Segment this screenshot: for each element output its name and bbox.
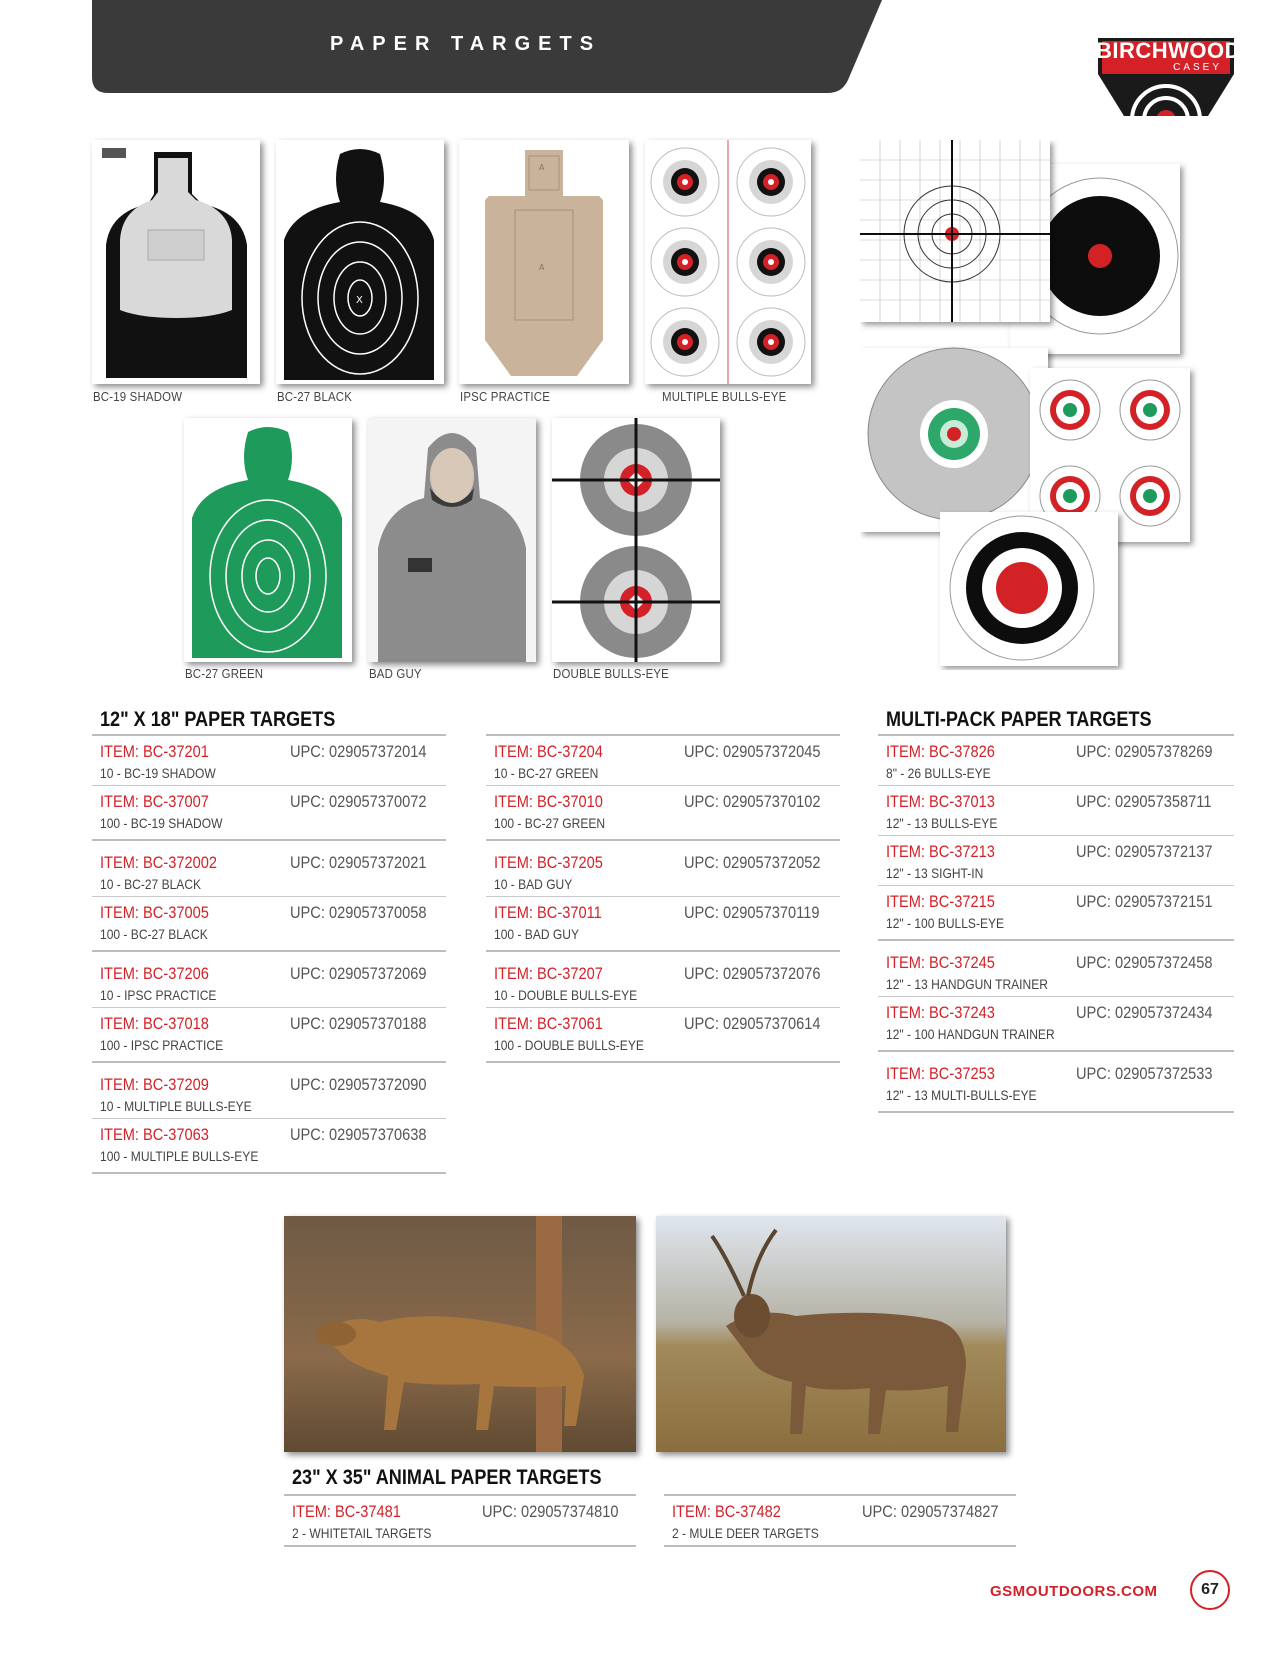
- item-number: ITEM: BC-37481: [292, 1502, 401, 1521]
- upc-code: UPC: 029057372052: [684, 853, 821, 872]
- item-number: ITEM: BC-37826: [886, 742, 995, 761]
- item-description: 100 - BAD GUY: [494, 926, 579, 942]
- table-row: [878, 836, 1234, 886]
- upc-code: UPC: 029057370188: [290, 1014, 427, 1033]
- item-description: 12" - 13 BULLS-EYE: [886, 815, 998, 831]
- double-bullseye-target-image: [552, 418, 720, 662]
- table-row: [878, 947, 1234, 997]
- upc-code: UPC: 029057372076: [684, 964, 821, 983]
- item-number: ITEM: BC-37005: [100, 903, 209, 922]
- upc-code: UPC: 029057370072: [290, 792, 427, 811]
- item-number: ITEM: BC-37206: [100, 964, 209, 983]
- item-number: ITEM: BC-37063: [100, 1125, 209, 1144]
- multi-pack-targets-collage: [860, 140, 1200, 670]
- upc-code: UPC: 029057372458: [1076, 953, 1213, 972]
- upc-code: UPC: 029057372069: [290, 964, 427, 983]
- svg-text:A: A: [539, 263, 545, 272]
- upc-code: UPC: 029057372151: [1076, 892, 1213, 911]
- table-row: [878, 734, 1234, 786]
- upc-code: UPC: 029057372014: [290, 742, 427, 761]
- caption-bad-guy: BAD GUY: [369, 666, 422, 681]
- item-number: ITEM: BC-37213: [886, 842, 995, 861]
- bc19-shadow-target-image: [92, 140, 260, 384]
- table-row: [878, 786, 1234, 836]
- item-number: ITEM: BC-37204: [494, 742, 603, 761]
- upc-code: UPC: 029057372090: [290, 1075, 427, 1094]
- item-number: ITEM: BC-37209: [100, 1075, 209, 1094]
- table-row: [92, 786, 446, 841]
- mule-deer-target-image: [656, 1216, 1006, 1452]
- ipsc-practice-target-image: [459, 140, 629, 384]
- list-multipack: [878, 734, 1234, 1113]
- item-description: 12" - 13 MULTI-BULLS-EYE: [886, 1087, 1037, 1103]
- item-number: ITEM: BC-37215: [886, 892, 995, 911]
- table-row: [486, 958, 840, 1008]
- svg-text:X: X: [356, 295, 363, 306]
- table-row: [92, 1069, 446, 1119]
- upc-code: UPC: 029057370638: [290, 1125, 427, 1144]
- caption-bc27-black: BC-27 BLACK: [277, 389, 353, 404]
- section-title-multipack: MULTI-PACK PAPER TARGETS: [886, 708, 1152, 731]
- list-animal-col1: [284, 1494, 636, 1547]
- item-number: ITEM: BC-37061: [494, 1014, 603, 1033]
- whitetail-target-image: [284, 1216, 636, 1452]
- item-description: 12" - 13 SIGHT-IN: [886, 865, 984, 881]
- table-row: [664, 1494, 1016, 1547]
- item-description: 100 - MULTIPLE BULLS-EYE: [100, 1148, 259, 1164]
- upc-code: UPC: 029057372045: [684, 742, 821, 761]
- table-row: [486, 897, 840, 952]
- table-row: [878, 1058, 1234, 1113]
- table-row: [92, 847, 446, 897]
- table-row: [878, 997, 1234, 1052]
- caption-bc27-green: BC-27 GREEN: [185, 666, 264, 681]
- item-number: ITEM: BC-37018: [100, 1014, 209, 1033]
- item-number: ITEM: BC-37011: [494, 903, 602, 922]
- table-row: [92, 958, 446, 1008]
- item-number: ITEM: BC-37007: [100, 792, 209, 811]
- upc-code: UPC: 029057372533: [1076, 1064, 1213, 1083]
- item-description: 12" - 100 BULLS-EYE: [886, 915, 1005, 931]
- svg-text:A: A: [539, 163, 545, 172]
- item-description: 12" - 100 HANDGUN TRAINER: [886, 1026, 1055, 1042]
- upc-code: UPC: 029057370614: [684, 1014, 821, 1033]
- logo-brand-name: BIRCHWOOD: [1096, 38, 1242, 63]
- item-number: ITEM: BC-37243: [886, 1003, 995, 1022]
- item-description: 2 - MULE DEER TARGETS: [672, 1525, 819, 1541]
- bc27-black-target-image: [276, 140, 444, 384]
- multiple-bullseye-target-image: [645, 140, 811, 384]
- item-description: 2 - WHITETAIL TARGETS: [292, 1525, 432, 1541]
- item-number: ITEM: BC-37245: [886, 953, 995, 972]
- item-description: 100 - IPSC PRACTICE: [100, 1037, 224, 1053]
- table-row: [92, 1008, 446, 1063]
- table-row: [284, 1494, 636, 1547]
- item-number: ITEM: BC-37205: [494, 853, 603, 872]
- page-number: 67: [1190, 1570, 1230, 1610]
- upc-code: UPC: 029057370102: [684, 792, 821, 811]
- item-number: ITEM: BC-37010: [494, 792, 603, 811]
- caption-multiple-bullseye: MULTIPLE BULLS-EYE: [662, 389, 787, 404]
- item-number: ITEM: BC-37482: [672, 1502, 781, 1521]
- item-description: 10 - BAD GUY: [494, 876, 573, 892]
- item-description: 100 - BC-27 BLACK: [100, 926, 208, 942]
- item-description: 10 - BC-27 BLACK: [100, 876, 202, 892]
- upc-code: UPC: 029057372434: [1076, 1003, 1213, 1022]
- bc27-green-target-image: [184, 418, 352, 662]
- upc-code: UPC: 029057374810: [482, 1502, 619, 1521]
- item-description: 100 - BC-27 GREEN: [494, 815, 606, 831]
- page-title: PAPER TARGETS: [330, 33, 602, 55]
- item-description: 100 - BC-19 SHADOW: [100, 815, 223, 831]
- table-row: [486, 847, 840, 897]
- caption-bc19-shadow: BC-19 SHADOW: [93, 389, 183, 404]
- section-title-12x18: 12" X 18" PAPER TARGETS: [100, 708, 336, 731]
- table-row: [878, 886, 1234, 941]
- bad-guy-target-image: [368, 418, 536, 662]
- item-number: ITEM: BC-37253: [886, 1064, 995, 1083]
- logo-brand-sub: CASEY: [1173, 62, 1222, 73]
- table-row: [486, 734, 840, 786]
- item-description: 10 - BC-27 GREEN: [494, 765, 599, 781]
- upc-code: UPC: 029057370058: [290, 903, 427, 922]
- table-row: [486, 1008, 840, 1063]
- list-12x18-col2: [486, 734, 840, 1063]
- upc-code: UPC: 029057374827: [862, 1502, 999, 1521]
- item-description: 10 - IPSC PRACTICE: [100, 987, 217, 1003]
- upc-code: UPC: 029057372021: [290, 853, 427, 872]
- upc-code: UPC: 029057358711: [1076, 792, 1212, 811]
- item-description: 100 - DOUBLE BULLS-EYE: [494, 1037, 644, 1053]
- table-row: [92, 897, 446, 952]
- item-description: 10 - MULTIPLE BULLS-EYE: [100, 1098, 252, 1114]
- item-number: ITEM: BC-37201: [100, 742, 209, 761]
- item-description: 12" - 13 HANDGUN TRAINER: [886, 976, 1048, 992]
- upc-code: UPC: 029057370119: [684, 903, 820, 922]
- table-row: [486, 786, 840, 841]
- website-link[interactable]: GSMOUTDOORS.COM: [990, 1583, 1158, 1600]
- list-animal-col2: [664, 1494, 1016, 1547]
- item-description: 8" - 26 BULLS-EYE: [886, 765, 991, 781]
- item-description: 10 - DOUBLE BULLS-EYE: [494, 987, 638, 1003]
- item-number: ITEM: BC-37207: [494, 964, 603, 983]
- item-number: ITEM: BC-37013: [886, 792, 995, 811]
- item-number: ITEM: BC-372002: [100, 853, 218, 872]
- caption-ipsc-practice: IPSC PRACTICE: [460, 389, 551, 404]
- list-12x18-col1: [92, 734, 446, 1174]
- upc-code: UPC: 029057378269: [1076, 742, 1213, 761]
- birchwood-casey-logo: [1096, 36, 1242, 116]
- section-title-animal: 23" X 35" ANIMAL PAPER TARGETS: [292, 1466, 602, 1489]
- upc-code: UPC: 029057372137: [1076, 842, 1213, 861]
- table-row: [92, 1119, 446, 1174]
- caption-double-bullseye: DOUBLE BULLS-EYE: [553, 666, 669, 681]
- table-row: [92, 734, 446, 786]
- item-description: 10 - BC-19 SHADOW: [100, 765, 216, 781]
